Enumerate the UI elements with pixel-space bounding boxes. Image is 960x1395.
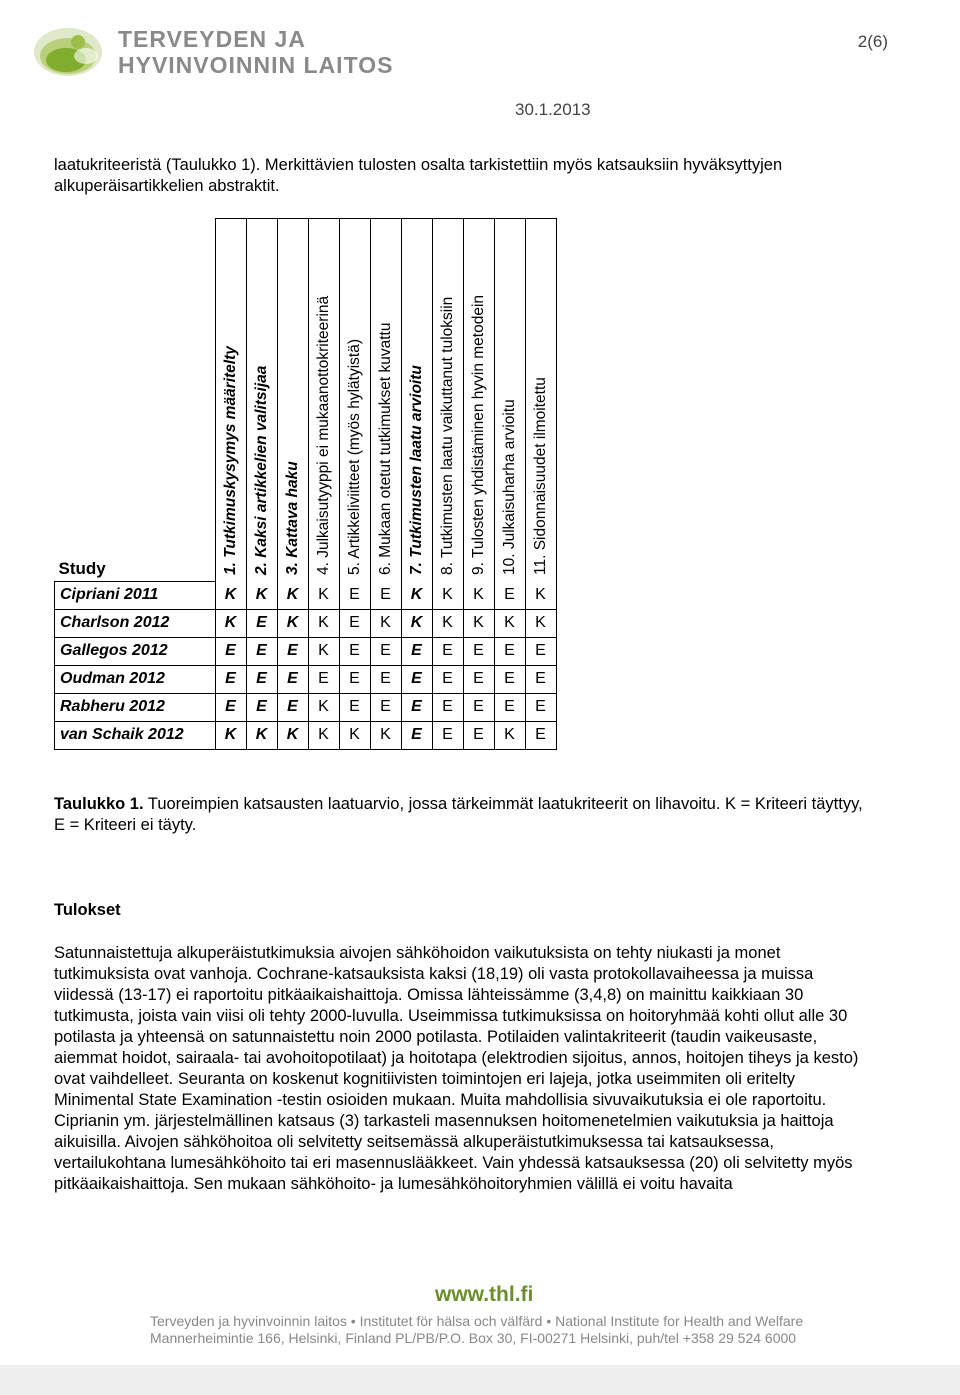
criterion-value-cell: E (525, 721, 556, 749)
column-header-label: 3. Kattava haku (283, 461, 301, 575)
criterion-value-cell: E (246, 637, 277, 665)
criterion-value-cell: K (401, 609, 432, 637)
criterion-value-cell: E (339, 581, 370, 609)
study-name-cell: Charlson 2012 (55, 609, 216, 637)
footer-website-link[interactable]: www.thl.fi (435, 1283, 534, 1306)
criterion-value-cell: E (246, 693, 277, 721)
table-caption (54, 794, 874, 836)
column-header-9 (463, 219, 494, 582)
criterion-value-cell: E (339, 637, 370, 665)
column-header-label: 9. Tulosten yhdistäminen hyvin metodein (469, 294, 487, 575)
criterion-value-cell: K (246, 581, 277, 609)
criterion-value-cell: E (401, 665, 432, 693)
criterion-value-cell: E (525, 693, 556, 721)
criterion-value-cell: E (432, 693, 463, 721)
criterion-value-cell: K (494, 721, 525, 749)
criterion-value-cell: K (463, 609, 494, 637)
document-date: 30.1.2013 (515, 100, 591, 119)
column-header-7 (401, 219, 432, 582)
column-header-4 (308, 219, 339, 582)
criterion-value-cell: E (494, 693, 525, 721)
criterion-value-cell: E (401, 721, 432, 749)
study-name-cell: Rabheru 2012 (55, 693, 216, 721)
table-row (55, 637, 557, 665)
criterion-value-cell: E (246, 665, 277, 693)
column-header-6 (370, 219, 401, 582)
thl-logo-mark-icon (28, 16, 118, 82)
column-header-2 (246, 219, 277, 582)
column-header-10 (494, 219, 525, 582)
criterion-value-cell: K (432, 581, 463, 609)
page-number: 2(6) (857, 32, 888, 51)
criterion-value-cell: E (525, 637, 556, 665)
criterion-value-cell: K (432, 609, 463, 637)
study-name-cell: Cipriani 2011 (55, 581, 216, 609)
criterion-value-cell: E (308, 665, 339, 693)
caption-text: Tuoreimpien katsausten laatuarvio, jossa tärkeimmät laatukriteerit on lihavoitu. K = Kriteeri täyttyy, E = Kriteeri ei täyty. (54, 795, 863, 834)
quality-table-grid (54, 218, 557, 750)
study-name-cell: Gallegos 2012 (55, 637, 216, 665)
criterion-value-cell: E (463, 721, 494, 749)
criterion-value-cell: K (401, 581, 432, 609)
table-header-row (55, 219, 557, 582)
criterion-value-cell: K (215, 609, 246, 637)
criterion-value-cell: K (494, 609, 525, 637)
column-header-5 (339, 219, 370, 582)
criterion-value-cell: K (308, 637, 339, 665)
criterion-value-cell: K (339, 721, 370, 749)
criterion-value-cell: E (339, 609, 370, 637)
criterion-value-cell: E (339, 693, 370, 721)
results-paragraph-2: Ciprianin ym. järjestelmällinen katsaus (3) tarkasteli masennuksen hoitomenetelmien vaikutuksia ja haittoja aikuisilla. Aivojen sähköhoitoa oli selvitetty seitsemässä alkuperäistutkimuksessa tai katsauksessa, vertailukohtana lumesähköhoito tai eri masennuslääkkeet. Vain yhdessä katsauksessa (20) oli selvitetty myös pitkäaikaishaittoja. Sen mukaan sähköhoito- ja lumesähköhoitoryhmien välillä ei voitu havaita (54, 1112, 853, 1193)
criterion-value-cell: K (308, 721, 339, 749)
footer-address: Mannerheimintie 166, Helsinki, Finland PL/PB/P.O. Box 30, FI-00271 Helsinki, puh/tel +358 29 524 6000 (150, 1330, 797, 1346)
criterion-value-cell: E (215, 693, 246, 721)
table-row (55, 721, 557, 749)
logo-line-1: TERVEYDEN JA (118, 26, 306, 52)
criterion-value-cell: E (370, 665, 401, 693)
criterion-value-cell: E (494, 637, 525, 665)
criterion-value-cell: E (277, 693, 308, 721)
column-header-label: 6. Mukaan otetut tutkimukset kuvattu (376, 322, 394, 575)
logo-line-2: HYVINVOINNIN LAITOS (118, 52, 394, 78)
column-header-label: 10. Julkaisuharha arvioitu (500, 399, 518, 575)
criterion-value-cell: K (308, 609, 339, 637)
criterion-value-cell: E (277, 637, 308, 665)
table-row (55, 665, 557, 693)
criterion-value-cell: E (463, 693, 494, 721)
criterion-value-cell: K (246, 721, 277, 749)
criterion-value-cell: K (525, 609, 556, 637)
criterion-value-cell: E (401, 693, 432, 721)
thl-logo (28, 16, 394, 82)
column-header-label: 2. Kaksi artikkelien valitsijaa (252, 365, 270, 575)
criterion-value-cell: K (370, 721, 401, 749)
criterion-value-cell: E (370, 693, 401, 721)
criterion-value-cell: E (215, 637, 246, 665)
table-row (55, 581, 557, 609)
column-header-label: 4. Julkaisutyyppi ei mukaanottokriteerinä (314, 295, 332, 575)
criterion-value-cell: E (525, 665, 556, 693)
column-header-label: 8. Tutkimusten laatu vaikuttanut tuloksiin (438, 296, 456, 575)
criterion-value-cell: E (246, 609, 277, 637)
study-name-cell: van Schaik 2012 (55, 721, 216, 749)
criterion-value-cell: K (277, 581, 308, 609)
criterion-value-cell: E (401, 637, 432, 665)
table-row (55, 693, 557, 721)
column-header-label: 5. Artikkeliviitteet (myös hylätyistä) (345, 338, 363, 575)
criterion-value-cell: E (432, 665, 463, 693)
criterion-value-cell: K (308, 581, 339, 609)
criterion-value-cell: E (370, 637, 401, 665)
criterion-value-cell: E (463, 637, 494, 665)
criterion-value-cell: K (308, 693, 339, 721)
study-column-label: Study (58, 558, 106, 578)
criterion-value-cell: K (370, 609, 401, 637)
column-header-label: 1. Tutkimuskysymys määritelty (221, 346, 239, 575)
section-heading: Tulokset (54, 901, 121, 919)
column-header-label: 7. Tutkimusten laatu arvioitu (407, 365, 425, 575)
criterion-value-cell: E (339, 665, 370, 693)
criterion-value-cell: E (370, 581, 401, 609)
study-header-cell (55, 219, 216, 582)
criterion-value-cell: K (277, 721, 308, 749)
criterion-value-cell: K (277, 609, 308, 637)
results-paragraph-1: Satunnaistettuja alkuperäistutkimuksia aivojen sähköhoidon vaikutuksista on tehty niukasti ja monet tutkimuksista ovat vanhoja. Cochrane-katsauksista kaksi (18,19) oli vasta protokollavaiheessa ja muissa viidessä (13-17) ei raportoitu pitkäaikaishaittoja. Omissa lähteissämme (3,4,8) on mainittu kaikkiaan 30 tutkimusta, joista vain viisi oli tehty 2000-luvulla. Useimmissa tutkimuksissa on hoitoryhmää kohti ollut alle 30 potilasta ja yhteensä on satunnaistettu noin 2000 potilasta. Potilaiden valintakriteerit (taudin vaikeusaste, aiemmat hoidot, sairaala- tai avohoitopotilaat) ja hoitotapa (elektrodien sijoitus, annos, hoitojen tiheys ja kesto) ovat vaihdelleet. Seuranta on koskenut kognitiivisten toimintojen eri lajeja, jotka useimmiten oli eritelty Minimental State Examination -testin osioiden mukaan. Muita mahdollisia sivuvaikutuksia ei ole raportoitu. (54, 944, 859, 1109)
criterion-value-cell: E (494, 581, 525, 609)
criterion-value-cell: K (215, 581, 246, 609)
criterion-value-cell: E (494, 665, 525, 693)
criterion-value-cell: K (215, 721, 246, 749)
column-header-label: 11. Sidonnaisuudet ilmoitettu (531, 377, 549, 575)
criterion-value-cell: E (277, 665, 308, 693)
study-name-cell: Oudman 2012 (55, 665, 216, 693)
page-bottom-margin (0, 1365, 960, 1395)
results-section (54, 943, 874, 1195)
criterion-value-cell: E (432, 721, 463, 749)
column-header-11 (525, 219, 556, 582)
intro-paragraph: laatukriteeristä (Taulukko 1). Merkittävien tulosten osalta tarkistettiin myös katsauksiin hyväksyttyjen alkuperäisartikkelien abstraktit. (54, 156, 783, 195)
table-row (55, 609, 557, 637)
column-header-3 (277, 219, 308, 582)
criterion-value-cell: K (463, 581, 494, 609)
quality-table (54, 218, 557, 750)
criterion-value-cell: E (215, 665, 246, 693)
criterion-value-cell: K (525, 581, 556, 609)
column-header-1 (215, 219, 246, 582)
criterion-value-cell: E (463, 665, 494, 693)
footer-institution: Terveyden ja hyvinvoinnin laitos • Institutet för hälsa och välfärd • National Institute for Health and Welfare (150, 1313, 804, 1329)
criterion-value-cell: E (432, 637, 463, 665)
caption-label: Taulukko 1. (54, 795, 144, 813)
column-header-8 (432, 219, 463, 582)
